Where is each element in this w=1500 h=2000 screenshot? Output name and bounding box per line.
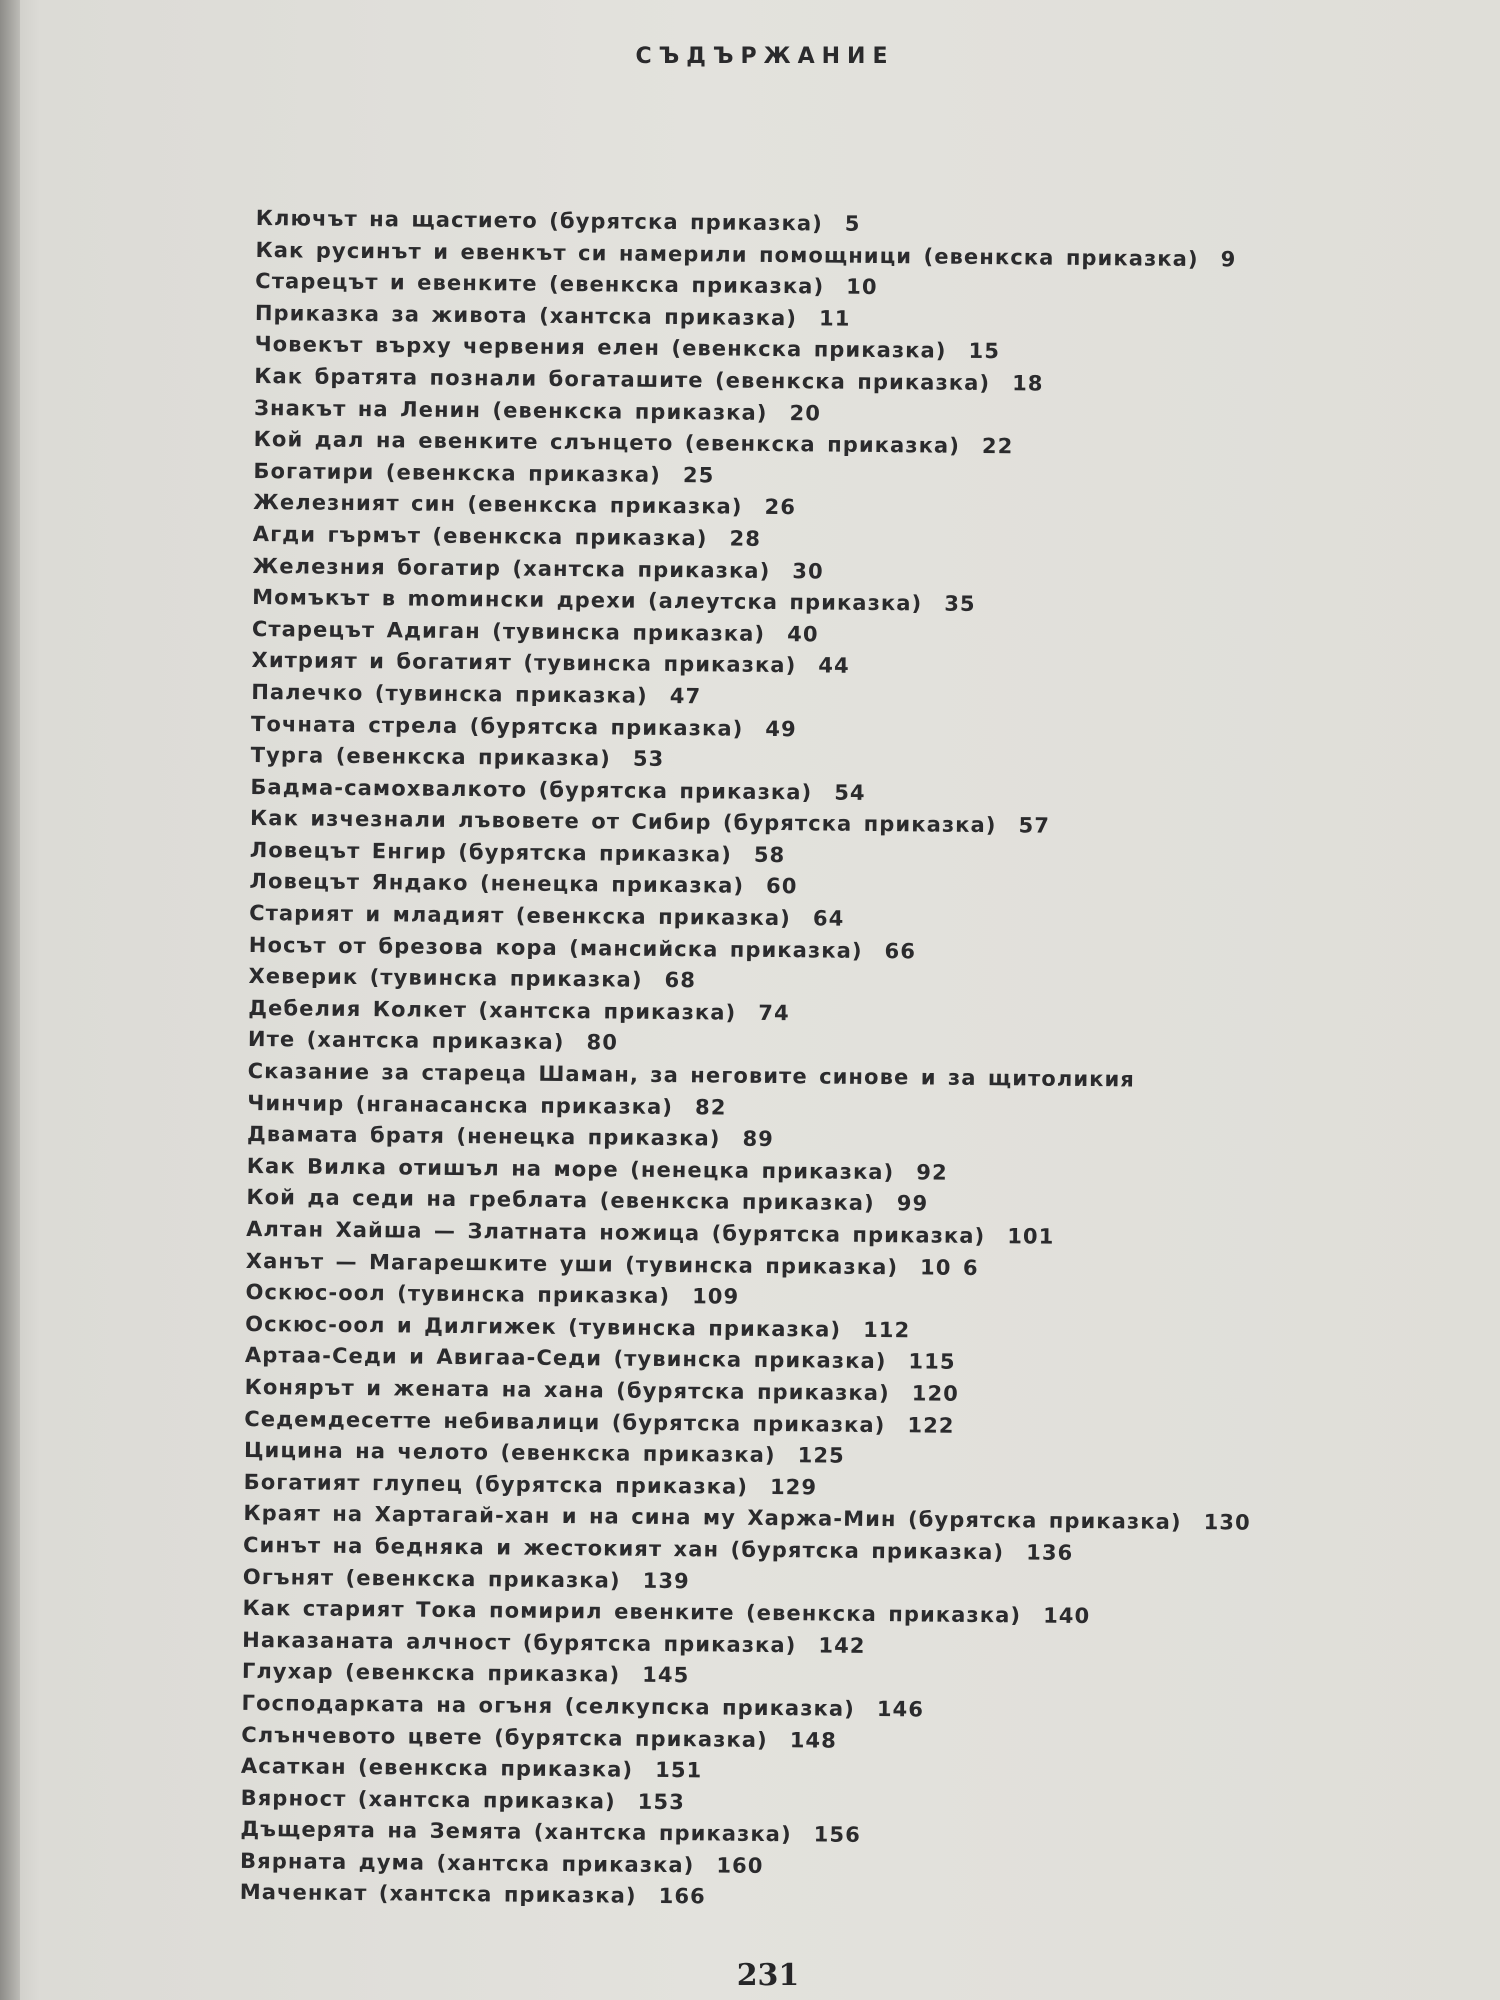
toc-entry-title: Оскюс-оол и Дилгижек (тувинска приказка)	[245, 1311, 842, 1342]
toc-entry-page-number: 145	[642, 1663, 690, 1688]
toc-entry-title: Точната стрела (бурятска приказка)	[250, 711, 744, 741]
toc-entry-title: Как старият Тока помирил евенките (евенкска приказка)	[242, 1596, 1022, 1628]
toc-entry-page-number: 115	[908, 1349, 956, 1375]
toc-entry-title: Артаа-Седи и Авигаа-Седи (тувинска приказка)	[244, 1343, 887, 1374]
toc-entry-page-number: 129	[769, 1474, 818, 1500]
toc-entry-page-number: 136	[1026, 1540, 1074, 1565]
toc-entry-page-number: 10 6	[920, 1255, 979, 1280]
toc-entry-page-number: 30	[792, 558, 824, 583]
toc-entry-title: Асаткан (евенкска приказка)	[240, 1754, 634, 1782]
page-number: 231	[736, 1958, 800, 1993]
toc-entry-title: Палечко (тувинска приказка)	[251, 679, 648, 708]
toc-entry-title: Железният син (евенкска приказка)	[253, 490, 743, 520]
toc-entry-page-number: 5	[844, 211, 861, 236]
toc-entry-page-number: 11	[818, 306, 851, 331]
toc-entry-page-number: 47	[669, 683, 702, 709]
toc-entry-title: Вярност (хантска приказка)	[240, 1785, 616, 1814]
toc-entry-title: Цицина на челото (евенкска приказка)	[243, 1438, 776, 1468]
toc-entry-page-number: 20	[789, 400, 822, 425]
toc-entry-page-number: 58	[753, 842, 786, 867]
toc-entry-title: Как Вилка отишъл на море (ненецка приказка)	[246, 1153, 895, 1184]
toc-entry-page-number: 10	[846, 274, 878, 300]
toc-entry-page-number: 57	[1018, 813, 1051, 838]
toc-entry-title: Ловецът Яндако (ненецка приказка)	[249, 869, 745, 899]
toc-entry-title: Турга (евенкска приказка)	[250, 743, 612, 771]
toc-entry-title: Дъщерята на Земята (хантска приказка)	[240, 1817, 792, 1847]
book-gutter-shadow	[0, 0, 20, 2000]
toc-entry-page-number: 18	[1012, 371, 1044, 396]
toc-entry-page-number: 156	[813, 1822, 861, 1848]
toc-entry-page-number: 44	[818, 653, 850, 679]
toc-entry-title: Кой дал на евенките слънцето (евенкска приказка)	[253, 427, 961, 458]
toc-entry-page-number: 109	[692, 1284, 740, 1309]
toc-entry-title: Огънят (евенкска приказка)	[242, 1564, 621, 1593]
toc-entry-title: Старецът и евенките (евенкска приказка)	[255, 269, 825, 299]
toc-entry-page-number: 35	[944, 591, 976, 617]
toc-entry-page-number: 166	[658, 1884, 706, 1909]
toc-entry-page-number: 9	[1220, 246, 1237, 272]
toc-entry-page-number: 53	[632, 746, 665, 772]
toc-entry-page-number: 54	[834, 780, 866, 805]
toc-entry-page-number: 125	[797, 1443, 845, 1468]
toc-entry-page-number: 28	[729, 526, 762, 551]
toc-entry-title: Старият и младият (евенкска приказка)	[249, 901, 792, 931]
toc-entry-page-number: 151	[655, 1757, 703, 1783]
toc-entry-page-number: 101	[1007, 1224, 1055, 1249]
toc-entry-page-number: 130	[1203, 1510, 1251, 1535]
toc-entry-title: Агди гърмът (евенкска приказка)	[252, 521, 708, 551]
toc-entry-title: Сказание за стареца Шаман, за неговите синове и за щитоликия	[247, 1058, 1136, 1092]
toc-entry-title: Носът от брезова кора (мансийска приказка)	[248, 932, 863, 963]
toc-entry-title: Ханът — Магарешките уши (тувинска приказка)	[245, 1248, 899, 1279]
toc-entry-title: Оскюс-оол (тувинска приказка)	[245, 1280, 671, 1309]
toc-entry-title: Краят на Хартагай-хан и на сина му Харжа-Мин (бурятска приказка)	[243, 1501, 1182, 1535]
toc-entry-page-number: 139	[642, 1568, 690, 1593]
page-title: СЪДЪРЖАНИЕ	[635, 44, 895, 69]
toc-entry-title: Богатири (евенкска приказка)	[253, 458, 662, 487]
toc-entry-page-number: 40	[787, 621, 819, 647]
toc-entry-title: Железния богатир (хантска приказка)	[252, 553, 771, 583]
toc-entry-title: Глухар (евенкска приказка)	[241, 1659, 621, 1687]
toc-entry-page-number: 92	[916, 1160, 948, 1185]
toc-entry-title: Момъкът в momински дрехи (алеутска приказка)	[252, 585, 923, 616]
toc-entry-title: Дебелия Колкет (хантска приказка)	[248, 995, 737, 1025]
toc-entry-page-number: 153	[637, 1789, 686, 1814]
toc-entry-title: Как братята познали богаташите (евенкска приказка)	[254, 363, 991, 396]
toc-entry-page-number: 160	[716, 1853, 764, 1878]
toc-entry-page-number: 68	[664, 968, 697, 993]
toc-entry-title: Приказка за живота (хантска приказка)	[254, 300, 798, 330]
toc-entry-title: Знакът на Ленин (евенкска приказка)	[253, 395, 768, 425]
toc-entry-page-number: 26	[764, 495, 797, 520]
toc-entry-title: Двамата братя (ненецка приказка)	[246, 1122, 721, 1151]
table-of-contents	[240, 203, 1436, 1920]
toc-entry-title: Вярната дума (хантска приказка)	[239, 1848, 695, 1878]
toc-entry-page-number: 80	[586, 1030, 619, 1055]
toc-entry-title: Наказаната алчност (бурятска приказка)	[242, 1627, 797, 1657]
toc-entry-page-number: 89	[742, 1126, 775, 1152]
toc-entry-title: Седемдесетте небивалици (бурятска приказка)	[244, 1406, 886, 1437]
toc-entry-page-number: 120	[911, 1381, 960, 1406]
toc-entry-page-number: 122	[907, 1412, 955, 1438]
toc-entry-page-number: 112	[863, 1317, 911, 1343]
toc-entry-page-number: 60	[765, 874, 798, 899]
toc-entry-title: Бадма-самохвалкото (бурятска приказка)	[250, 774, 813, 805]
toc-entry-page-number: 148	[789, 1727, 838, 1753]
toc-entry-title: Как изчезнали лъвовете от Сибир (бурятска приказка)	[249, 806, 997, 838]
toc-entry-title: Кой да седи на греблата (евенкска приказка)	[246, 1185, 875, 1216]
toc-entry-title: Старецът Адиган (тувинска приказка)	[251, 616, 766, 646]
toc-entry-page-number: 64	[812, 906, 845, 931]
toc-entry-page-number: 142	[818, 1633, 866, 1658]
toc-entry-title: Човекът върху червения елен (евенкска приказка)	[254, 332, 947, 364]
toc-entry-page-number: 99	[896, 1191, 929, 1216]
toc-entry-page-number: 22	[981, 434, 1014, 459]
toc-entry-page-number: 49	[765, 716, 797, 741]
toc-entry-title: Хитрият и богатият (тувинска приказка)	[251, 648, 797, 678]
toc-entry-title: Чинчир (нганасанска приказка)	[247, 1090, 674, 1119]
toc-entry-title: Ловецът Енгир (бурятска приказка)	[249, 837, 733, 867]
toc-entry-title: Синът на бедняка и жестокият хан (бурятска приказка)	[243, 1532, 1005, 1565]
toc-entry-page-number: 74	[758, 1000, 790, 1026]
toc-entry-title: Алтан Хайша — Златната ножица (бурятска приказка)	[246, 1216, 986, 1249]
toc-entry-page-number: 140	[1043, 1603, 1091, 1629]
toc-entry-title: Конярът и жената на хана (бурятска приказка)	[244, 1374, 890, 1406]
toc-entry-title: Богатият глупец (бурятска приказка)	[243, 1469, 749, 1499]
toc-entry-title: Господарката на огъня (селкупска приказка)	[241, 1690, 856, 1721]
toc-entry-title: Хеверик (тувинска приказка)	[248, 964, 643, 992]
toc-entry-page-number: 82	[694, 1094, 727, 1120]
toc-entry-title: Ите (хантска приказка)	[247, 1027, 565, 1055]
toc-entry-title: Маченкат (хантска приказка)	[239, 1880, 637, 1909]
toc-entry-title: Как русинът и евенкът си намерили помощници (евенкска приказка)	[255, 237, 1199, 271]
toc-entry-page-number: 146	[876, 1696, 925, 1722]
toc-entry-page-number: 66	[884, 938, 917, 964]
toc-entry-title: Ключът на щастието (бурятска приказка)	[255, 205, 823, 236]
toc-entry-page-number: 15	[968, 339, 1001, 364]
toc-entry-page-number: 25	[682, 462, 715, 488]
toc-entry-title: Слънчевото цвете (бурятска приказка)	[241, 1722, 768, 1752]
